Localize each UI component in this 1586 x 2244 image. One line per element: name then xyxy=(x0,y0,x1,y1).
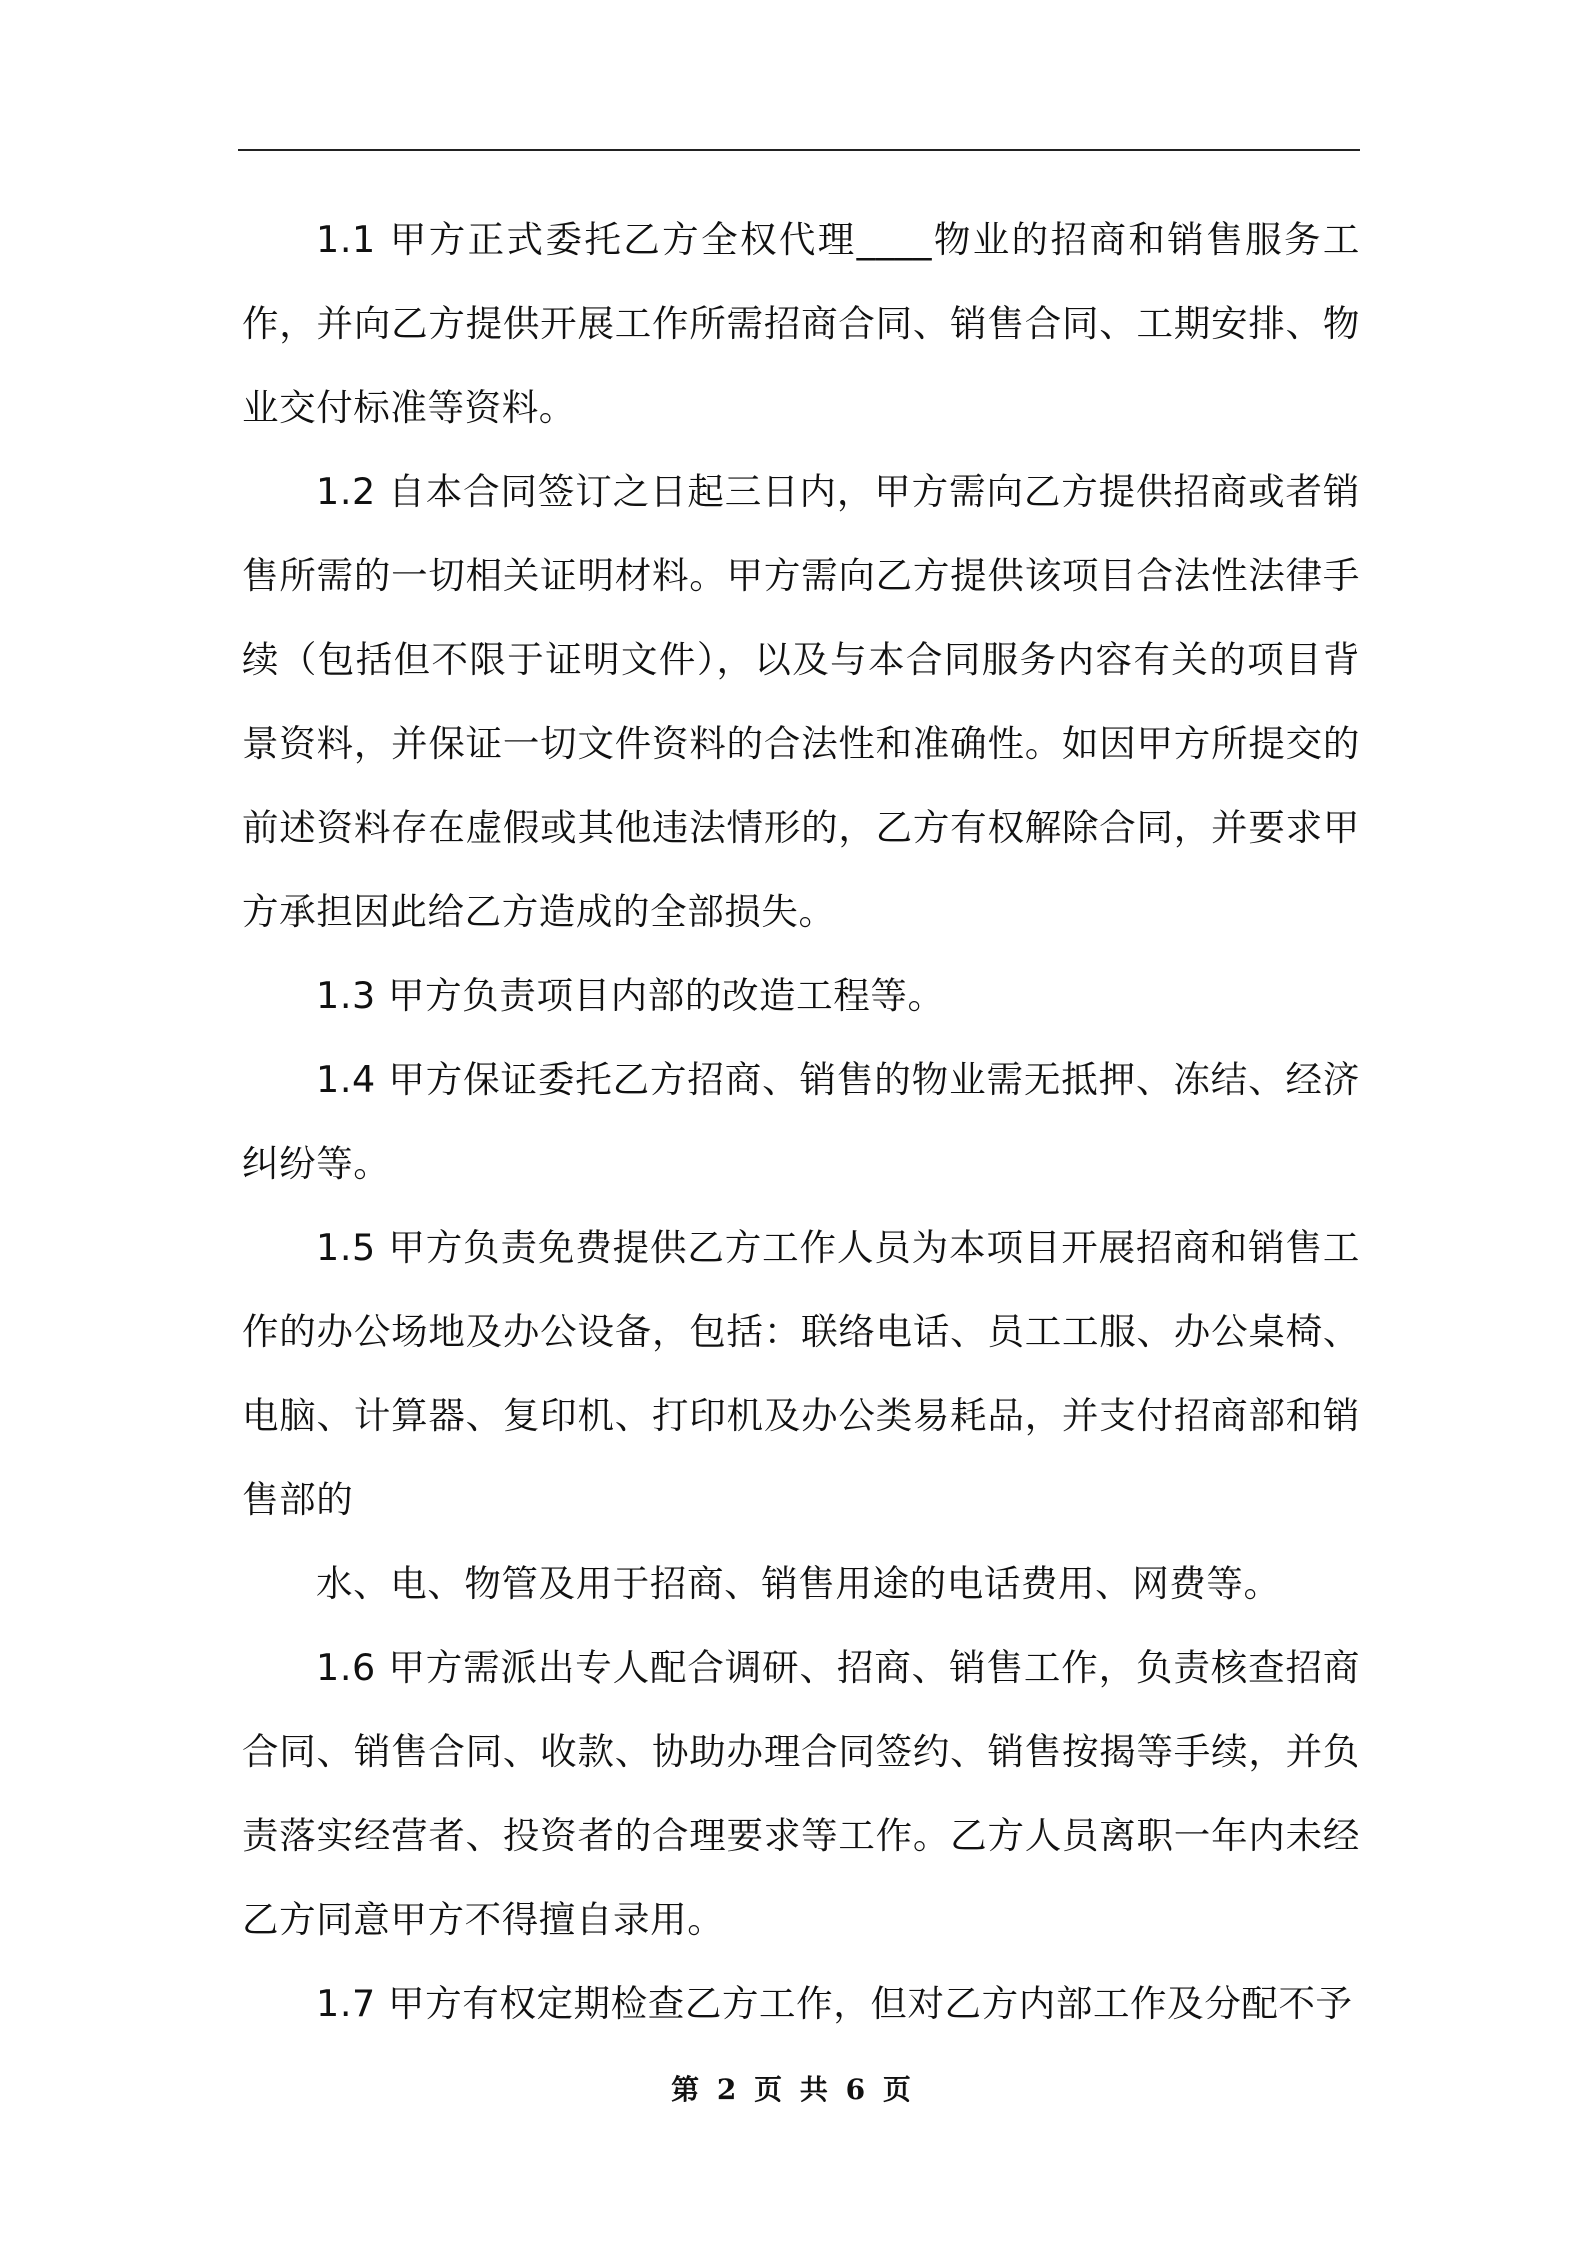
header-rule xyxy=(238,149,1360,151)
clause-1-5: 1.5 甲方负责免费提供乙方工作人员为本项目开展招商和销售工作的办公场地及办公设备，包括：联络电话、员工工服、办公桌椅、电脑、计算器、复印机、打印机及办公类易耗品，并支付招商部和销售部的 xyxy=(242,1226,1360,1521)
clause-1-1: 1.1 甲方正式委托乙方全权代理____物业的招商和销售服务工作，并向乙方提供开展工作所需招商合同、销售合同、工期安排、物业交付标准等资料。 xyxy=(242,218,1360,429)
clause-1-7: 1.7 甲方有权定期检查乙方工作，但对乙方内部工作及分配不予 xyxy=(316,1982,1353,2025)
clause-1-3: 1.3 甲方负责项目内部的改造工程等。 xyxy=(316,974,945,1017)
page-number-label: 第 2 页 共 6 页 xyxy=(671,2073,915,2106)
clause-1-2: 1.2 自本合同签订之日起三日内，甲方需向乙方提供招商或者销售所需的一切相关证明材料。甲方需向乙方提供该项目合法性法律手续（包括但不限于证明文件），以及与本合同服务内容有关的项目背景资料，并保证一切文件资料的合法性和准确性。如因甲方所提交的前述资料存在虚假或其他违法情形的，乙方有权解除合同，并要求甲方承担因此给乙方造成的全部损失。 xyxy=(242,470,1360,933)
clause-1-6: 1.6 甲方需派出专人配合调研、招商、销售工作，负责核查招商合同、销售合同、收款、协助办理合同签约、销售按揭等手续，并负责落实经营者、投资者的合理要求等工作。乙方人员离职一年内未经乙方同意甲方不得擅自录用。 xyxy=(242,1646,1360,1941)
clause-1-4: 1.4 甲方保证委托乙方招商、销售的物业需无抵押、冻结、经济纠纷等。 xyxy=(242,1058,1360,1185)
contract-body xyxy=(242,198,1360,2046)
page-footer xyxy=(0,2068,1586,2108)
clause-1-5-continued: 水、电、物管及用于招商、销售用途的电话费用、网费等。 xyxy=(316,1562,1281,1605)
